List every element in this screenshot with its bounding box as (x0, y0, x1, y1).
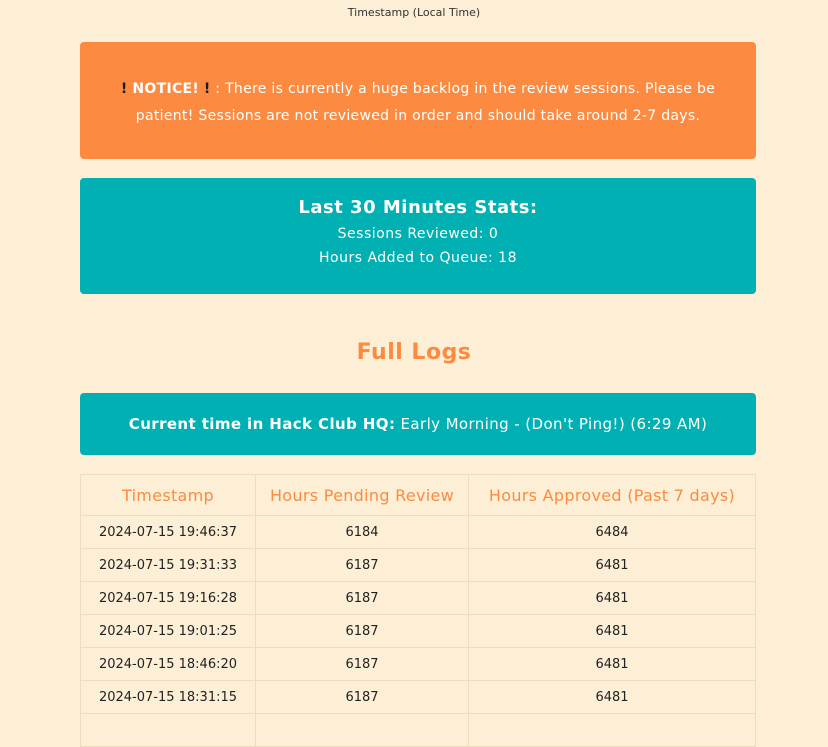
sessions-reviewed: Sessions Reviewed: 0 (337, 226, 499, 242)
table-header-row (81, 475, 756, 516)
cell-pending: 6187 (256, 615, 469, 648)
section-title: Full Logs (356, 340, 472, 365)
cell-timestamp: 2024-07-15 19:16:28 (81, 582, 256, 615)
header-pending: Hours Pending Review (256, 475, 469, 516)
table-row (81, 648, 756, 681)
hq-time-value: Early Morning - (Don't Ping!) (6:29 AM) (400, 415, 708, 433)
cell-approved: 6481 (469, 582, 756, 615)
cell-pending: 6184 (256, 516, 469, 549)
table-row (81, 714, 756, 747)
cell-pending: 6187 (256, 582, 469, 615)
header-timestamp: Timestamp (81, 475, 256, 516)
hours-added: Hours Added to Queue: 18 (319, 250, 517, 266)
cell-pending: 6187 (256, 648, 469, 681)
timestamp-caption: Timestamp (Local Time) (347, 6, 481, 19)
logs-table (80, 474, 756, 747)
notice-banner (80, 42, 756, 159)
stats-panel (80, 178, 756, 294)
cell-timestamp: 2024-07-15 19:46:37 (81, 516, 256, 549)
hq-time-panel (80, 393, 756, 455)
hq-time-label: Current time in Hack Club HQ: (128, 415, 396, 433)
cell-timestamp: 2024-07-15 18:31:15 (81, 681, 256, 714)
table-row (81, 549, 756, 582)
notice-exclamation: ! (120, 81, 128, 97)
table-row (81, 681, 756, 714)
cell-approved: 6481 (469, 681, 756, 714)
cell-approved: 6481 (469, 615, 756, 648)
header-approved: Hours Approved (Past 7 days) (469, 475, 756, 516)
notice-exclamation-2: ! (203, 81, 211, 97)
cell-timestamp (81, 714, 256, 747)
table-row (81, 615, 756, 648)
cell-timestamp: 2024-07-15 19:31:33 (81, 549, 256, 582)
cell-approved (469, 714, 756, 747)
table-row (81, 582, 756, 615)
cell-pending (256, 714, 469, 747)
notice-label: NOTICE! (132, 81, 200, 97)
cell-approved: 6481 (469, 549, 756, 582)
cell-pending: 6187 (256, 549, 469, 582)
cell-approved: 6481 (469, 648, 756, 681)
cell-timestamp: 2024-07-15 18:46:20 (81, 648, 256, 681)
stats-title: Last 30 Minutes Stats: (298, 197, 538, 218)
table-row (81, 516, 756, 549)
notice-text: : There is currently a huge backlog in the review sessions. Please be patient! Sessions are not reviewed in order and should take around 2-7 days. (135, 81, 716, 124)
cell-timestamp: 2024-07-15 19:01:25 (81, 615, 256, 648)
cell-approved: 6484 (469, 516, 756, 549)
cell-pending: 6187 (256, 681, 469, 714)
